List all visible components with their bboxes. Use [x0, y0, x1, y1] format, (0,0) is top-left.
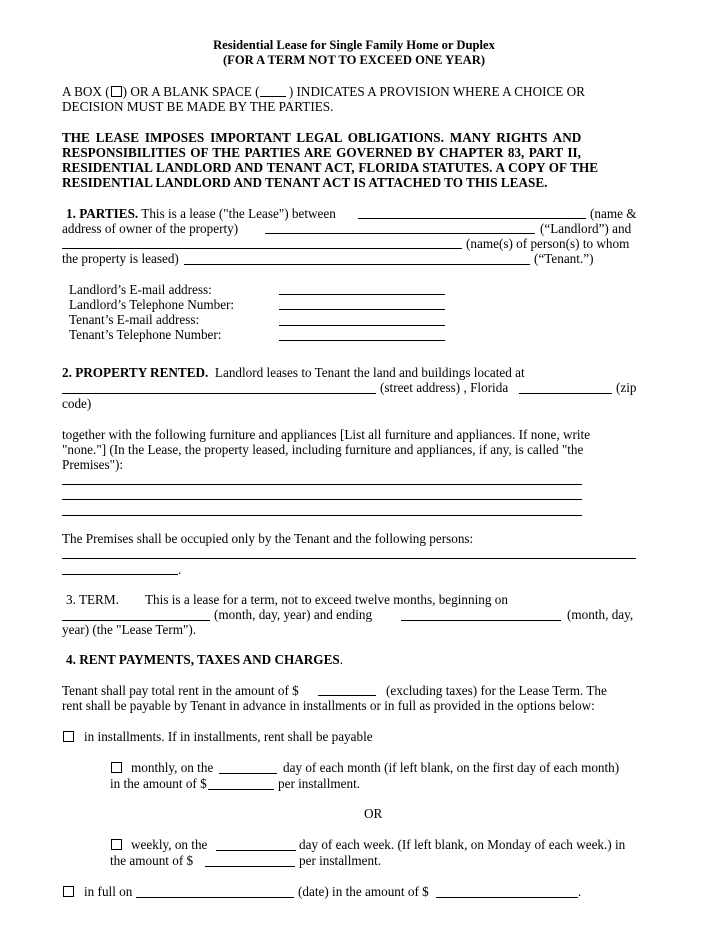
example-checkbox-icon: [111, 86, 122, 97]
zip-label-cont: code): [62, 396, 92, 411]
intro-line-1: [62, 84, 585, 99]
term-line-1: This is a lease for a term, not to exceed twelve months, beginning on: [145, 592, 508, 607]
monthly-per-installment: per installment.: [278, 776, 361, 791]
weekly-amount-field[interactable]: [205, 866, 295, 867]
monthly-checkbox[interactable]: [111, 762, 122, 773]
landlord-address-field[interactable]: [265, 233, 535, 234]
property-text: Landlord leases to Tenant the land and buildings located at: [214, 365, 525, 380]
warning-line-3: RESIDENTIAL LANDLORD AND TENANT ACT, FLORIDA STATUTES. A COPY OF THE: [62, 160, 599, 175]
furniture-field-1[interactable]: [62, 484, 582, 485]
warning-line-2: RESPONSIBILITIES OF THE PARTIES ARE GOVERNED BY CHAPTER 83, PART II,: [62, 145, 581, 160]
document-title: Residential Lease for Single Family Home or Duplex: [213, 38, 495, 52]
tenant-phone-field[interactable]: [279, 340, 445, 341]
furniture-line-1: together with the following furniture and appliances [List all furniture and appliances. If none, write: [62, 427, 591, 442]
rent-line-1-end: (excluding taxes) for the Lease Term. The: [386, 683, 607, 698]
occupants-period: .: [178, 562, 182, 577]
term-end-date-field[interactable]: [401, 620, 561, 621]
weekly-per-installment: per installment.: [299, 853, 382, 868]
street-address-field[interactable]: [62, 393, 376, 394]
full-payment-amount-label: (date) in the amount of $: [298, 884, 429, 899]
tenant-name-field[interactable]: [62, 248, 462, 249]
section-heading: 2. PROPERTY RENTED.: [62, 365, 209, 380]
parties-text: This is a lease ("the Lease") between: [141, 206, 336, 221]
monthly-amount-label: in the amount of $: [110, 776, 207, 791]
full-payment-label: in full on: [84, 884, 133, 899]
example-blank-line: [260, 86, 286, 97]
property-line-1: [62, 365, 525, 380]
landlord-name-field[interactable]: [358, 218, 586, 219]
term-line-3: year) (the "Lease Term").: [62, 622, 197, 637]
tenant-email-field[interactable]: [279, 325, 445, 326]
heading-dot: .: [339, 652, 343, 667]
total-rent-field[interactable]: [318, 695, 376, 696]
full-payment-period: .: [578, 884, 582, 899]
occupants-label: The Premises shall be occupied only by the Tenant and the following persons:: [62, 531, 474, 546]
occupants-field-1[interactable]: [62, 558, 636, 559]
furniture-line-2: "none."] (In the Lease, the property leased, including furniture and appliances, if any, is called "the: [62, 442, 584, 457]
weekly-checkbox[interactable]: [111, 839, 122, 850]
term-start-date-field[interactable]: [62, 620, 210, 621]
rent-line-1: Tenant shall pay total rent in the amount of $: [62, 683, 299, 698]
intro-text: ) OR A BLANK SPACE (: [122, 84, 260, 99]
parties-label: (“Landlord”) and: [540, 221, 632, 236]
weekly-label: weekly, on the: [131, 837, 208, 852]
monthly-label: monthly, on the: [131, 760, 214, 775]
zip-label: (zip: [616, 380, 637, 395]
parties-label: (name(s) of person(s) to whom: [466, 236, 630, 251]
term-heading: 3. TERM.: [66, 592, 119, 607]
parties-label: (“Tenant.”): [534, 251, 594, 266]
weekly-label-end: day of each week. (If left blank, on Monday of each week.) in: [299, 837, 626, 852]
landlord-phone-label: Landlord’s Telephone Number:: [69, 297, 235, 312]
warning-line-4: RESIDENTIAL LANDLORD AND TENANT ACT IS ATTACHED TO THIS LEASE.: [62, 175, 548, 190]
monthly-amount-field[interactable]: [208, 789, 274, 790]
monthly-day-field[interactable]: [219, 773, 277, 774]
weekly-day-field[interactable]: [216, 850, 296, 851]
street-label: (street address) , Florida: [380, 380, 509, 395]
weekly-amount-label: the amount of $: [110, 853, 194, 868]
document-subtitle: (FOR A TERM NOT TO EXCEED ONE YEAR): [222, 53, 486, 67]
parties-label: (name &: [590, 206, 637, 221]
term-mid-label: (month, day, year) and ending: [214, 607, 373, 622]
zip-field[interactable]: [519, 393, 612, 394]
furniture-field-2[interactable]: [62, 499, 582, 500]
parties-line-2: address of owner of the property): [62, 221, 239, 236]
monthly-label-end: day of each month (if left blank, on the first day of each month): [283, 760, 620, 775]
parties-line-4: the property is leased): [62, 251, 179, 266]
occupants-field-2[interactable]: [62, 574, 178, 575]
landlord-phone-field[interactable]: [279, 309, 445, 310]
parties-line-1: [66, 206, 336, 221]
tenant-email-label: Tenant’s E-mail address:: [69, 312, 200, 327]
installments-checkbox[interactable]: [63, 731, 74, 742]
tenant-phone-label: Tenant’s Telephone Number:: [69, 327, 222, 342]
furniture-line-3: Premises"):: [62, 457, 124, 472]
tenant-name-field-2[interactable]: [184, 264, 530, 265]
rent-heading: [66, 652, 343, 667]
landlord-email-field[interactable]: [279, 294, 445, 295]
term-end-label: (month, day,: [567, 607, 634, 622]
or-label: OR: [364, 806, 383, 821]
installments-label: in installments. If in installments, rent shall be payable: [84, 729, 373, 744]
warning-line-1: THE LEASE IMPOSES IMPORTANT LEGAL OBLIGATIONS. MANY RIGHTS AND: [62, 130, 582, 145]
intro-text: ) INDICATES A PROVISION WHERE A CHOICE OR: [288, 84, 585, 99]
section-heading: 4. RENT PAYMENTS, TAXES AND CHARGES: [66, 652, 340, 667]
full-payment-date-field[interactable]: [136, 897, 294, 898]
intro-text: A BOX (: [62, 84, 110, 99]
full-payment-checkbox[interactable]: [63, 886, 74, 897]
rent-line-2: rent shall be payable by Tenant in advance in installments or in full as provided in the options below:: [62, 698, 595, 713]
full-payment-amount-field[interactable]: [436, 897, 578, 898]
intro-line-2: DECISION MUST BE MADE BY THE PARTIES.: [62, 99, 334, 114]
section-heading: 1. PARTIES.: [66, 206, 139, 221]
landlord-email-label: Landlord’s E-mail address:: [69, 282, 212, 297]
furniture-field-3[interactable]: [62, 515, 582, 516]
